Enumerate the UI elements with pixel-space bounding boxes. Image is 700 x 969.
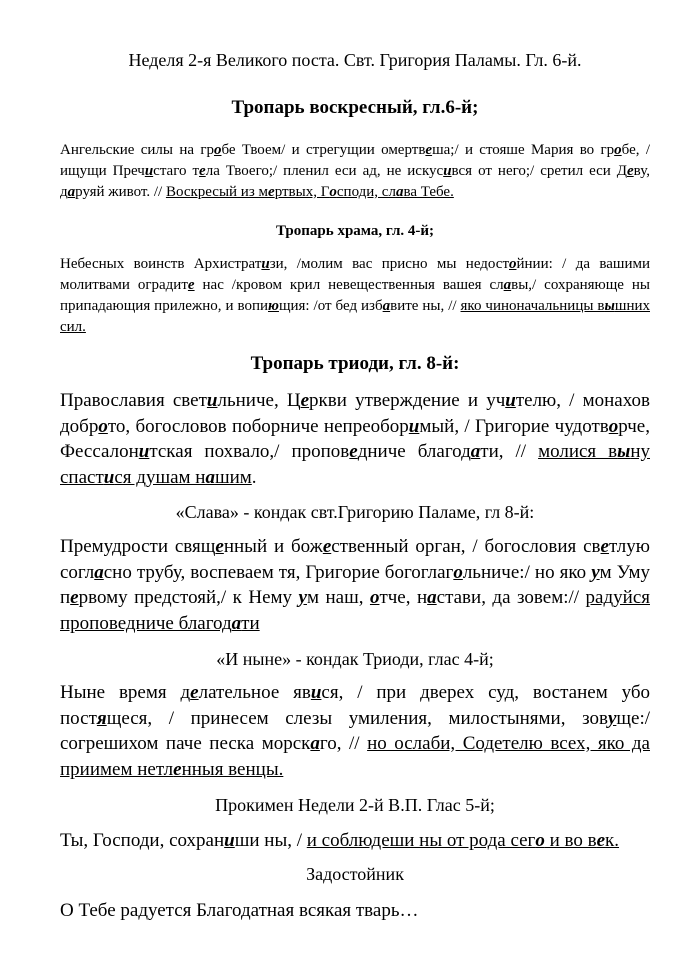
kontakion-slava-text xyxy=(60,534,650,636)
text-run: го, // xyxy=(319,733,368,754)
stress-mark: о xyxy=(614,142,622,158)
text-run: бе Твоем/ и стрегущии омертв xyxy=(221,142,426,158)
text-run: щия: /от бед изб xyxy=(278,298,383,314)
zadostoinik-heading: Задостойник xyxy=(306,864,404,884)
text-run: Премудрости свящ xyxy=(60,536,216,557)
text-run: м Уму п xyxy=(60,561,651,608)
stress-mark: е xyxy=(349,441,358,462)
text-run: руяй живот. // xyxy=(75,184,166,200)
text-run: вся от него;/ сретил еси Д xyxy=(451,163,627,179)
troparion-temple-heading: Тропарь храма, гл. 4-й; xyxy=(276,223,434,239)
kontakion-slava-heading: «Слава» - кондак свт.Григорию Паламе, гл 8-й: xyxy=(175,502,535,522)
text-run: щеся, / принесем слезы умиления, милостынями, зов xyxy=(106,707,608,729)
refrain-text: ну спаст xyxy=(60,441,650,488)
refrain-text: ртвых, Г xyxy=(274,184,330,200)
stress-mark: и xyxy=(138,441,150,462)
text-run: вите ны, // xyxy=(390,298,461,314)
text-run: ла Твоего;/ пленил еси ад, не искус xyxy=(205,163,444,179)
refrain-text: шим xyxy=(214,466,252,488)
text-run: льниче, Ц xyxy=(217,390,301,411)
refrain-text: к. xyxy=(605,830,620,851)
troparion-sunday-heading: Тропарь воскресный, гл.6-й; xyxy=(231,97,479,118)
stress-mark: е xyxy=(187,277,195,293)
stress-mark: а xyxy=(205,466,215,488)
text-run: Православия свет xyxy=(60,390,207,411)
stress-mark: а xyxy=(427,587,437,608)
text-run: м наш, xyxy=(306,587,370,608)
stress-mark: и xyxy=(206,390,218,411)
prokeimenon-text xyxy=(60,828,650,854)
stress-mark: а xyxy=(67,184,76,200)
text-run: то, богословов поборниче непреобор xyxy=(107,415,409,437)
stress-mark: о xyxy=(213,142,222,158)
text-run: ша;/ и стояше Мария во гр xyxy=(432,142,615,158)
stress-mark: ю xyxy=(268,298,279,314)
stress-mark: о xyxy=(608,415,619,437)
text-run: Ангельские силы на гр xyxy=(60,142,214,158)
text-run: ще:/ согрешихом паче песка морск xyxy=(60,707,650,754)
stress-mark: и xyxy=(144,163,154,179)
stress-mark: е xyxy=(627,163,634,179)
text-run: тская похвало,/ пропов xyxy=(149,441,350,462)
refrain-text: молися в xyxy=(538,441,618,462)
text-run: рвому предстояй,/ к Нему xyxy=(78,587,299,608)
stress-mark: у xyxy=(591,561,600,583)
stress-mark: ы xyxy=(617,441,631,462)
stress-mark: е xyxy=(215,536,224,557)
refrain-text: ти xyxy=(241,612,260,634)
stress-mark: а xyxy=(470,441,481,462)
stress-mark: е xyxy=(600,536,609,557)
refrain-text: шних сил. xyxy=(60,298,650,335)
text-run: Ты, Господи, сохран xyxy=(60,830,225,851)
stress-mark: е xyxy=(425,142,433,158)
refrain-text: и соблюдеши ны от рода сег xyxy=(306,830,536,851)
stress-mark: и xyxy=(310,682,322,703)
text-run: тче, н xyxy=(379,587,428,608)
stress-mark: е xyxy=(70,587,79,608)
text-run: Небесных воинств Архистрат xyxy=(60,256,262,272)
stress-mark: о xyxy=(98,415,108,437)
refrain-text: и во в xyxy=(544,830,597,851)
stress-mark: е xyxy=(322,536,332,557)
stress-mark: о xyxy=(535,830,545,851)
text-run: зи, /молим вас присно мы недост xyxy=(269,256,509,272)
text-run: ши ны, / xyxy=(234,830,307,851)
stress-mark: е xyxy=(268,184,275,200)
stress-mark: о xyxy=(369,587,380,608)
stress-mark: и xyxy=(224,830,235,851)
text-run: льниче:/ но яко xyxy=(462,561,592,583)
refrain-text: но ослаби, Содетелю всех, яко да приимем нетл xyxy=(60,733,650,780)
stress-mark: у xyxy=(298,587,307,608)
text-run: мый, / Григорие чудотв xyxy=(419,415,609,437)
stress-mark: а xyxy=(231,612,242,634)
text-run: стаго т xyxy=(153,163,200,179)
stress-mark: а xyxy=(310,733,320,754)
text-run: лательное яв xyxy=(198,682,311,703)
text-run: вы,/ сохраняюще ны припадающия прилежно, и вопи xyxy=(60,277,650,314)
prokeimenon-heading: Прокимен Недели 2-й В.П. Глас 5-й; xyxy=(215,795,495,815)
stress-mark: у xyxy=(607,707,617,729)
stress-mark: е xyxy=(199,163,206,179)
stress-mark: е xyxy=(190,682,199,703)
zadostoinik-text: О Тебе радуется Благодатная всякая тварь… xyxy=(60,900,419,921)
troparion-triodion-heading: Тропарь триоди, гл. 8-й: xyxy=(250,353,460,374)
stress-mark: е xyxy=(596,830,606,851)
stress-mark: и xyxy=(261,256,270,272)
stress-mark: и xyxy=(103,466,115,488)
refrain-text: ся душам н xyxy=(114,466,206,488)
text-run: бе, / ищущи Преч xyxy=(60,142,650,179)
stress-mark: и xyxy=(505,390,516,411)
stress-mark: е xyxy=(173,758,182,780)
stress-mark: о xyxy=(453,561,463,583)
stress-mark: и xyxy=(443,163,452,179)
stress-mark: о xyxy=(509,256,517,272)
refrain-text: яко чиноначальницы в xyxy=(460,298,605,314)
text-run: ркви утверждение и уч xyxy=(309,390,506,411)
stress-mark: ы xyxy=(604,298,615,314)
stress-mark: о xyxy=(329,184,337,200)
refrain-text: нныя венцы. xyxy=(181,758,284,780)
refrain-text: радуйся проповедниче благод xyxy=(60,587,650,634)
text-run: тлую согл xyxy=(60,536,650,583)
troparion-triodion-text xyxy=(60,388,650,490)
text-run: Ныне время д xyxy=(60,682,191,703)
text-run: нас /кровом крил невещественныя вашея сл xyxy=(194,277,504,293)
troparion-sunday-text xyxy=(60,140,650,203)
kontakion-nyne-heading: «И ныне» - кондак Триоди, глас 4-й; xyxy=(216,649,494,669)
refrain-text: Воскресый из м xyxy=(165,184,269,200)
text-run: ся, / при дверех суд, востанем убо пост xyxy=(60,682,651,729)
stress-mark: я xyxy=(96,707,107,729)
text-run: . xyxy=(251,466,257,488)
text-run: телю, / монахов добр xyxy=(60,390,650,437)
stress-mark: е xyxy=(300,390,310,411)
kontakion-nyne-text xyxy=(60,680,650,782)
text-run: ву, д xyxy=(60,163,650,200)
text-run: рче, Фессалон xyxy=(60,415,650,462)
document-title: Неделя 2-я Великого поста. Свт. Григория Паламы. Гл. 6-й. xyxy=(128,50,582,70)
text-run: дниче благод xyxy=(357,441,471,462)
refrain-text: ва Тебе. xyxy=(403,184,454,200)
text-run: стави, да зовем:// xyxy=(436,587,586,608)
stress-mark: а xyxy=(94,561,104,583)
text-run: сно трубу, воспеваем тя, Григорие богоглаг xyxy=(103,561,454,583)
stress-mark: а xyxy=(503,277,512,293)
stress-mark: а xyxy=(382,298,391,314)
stress-mark: а xyxy=(395,184,404,200)
text-run: йнии: / да вашими молитвами оградит xyxy=(60,256,650,293)
troparion-temple-text xyxy=(60,254,650,338)
refrain-text: споди, сл xyxy=(336,184,396,200)
text-run: ти, // xyxy=(480,441,539,462)
text-run: нный и бож xyxy=(223,536,323,557)
stress-mark: и xyxy=(408,415,420,437)
text-run: ственный орган, / богословия св xyxy=(331,536,601,557)
